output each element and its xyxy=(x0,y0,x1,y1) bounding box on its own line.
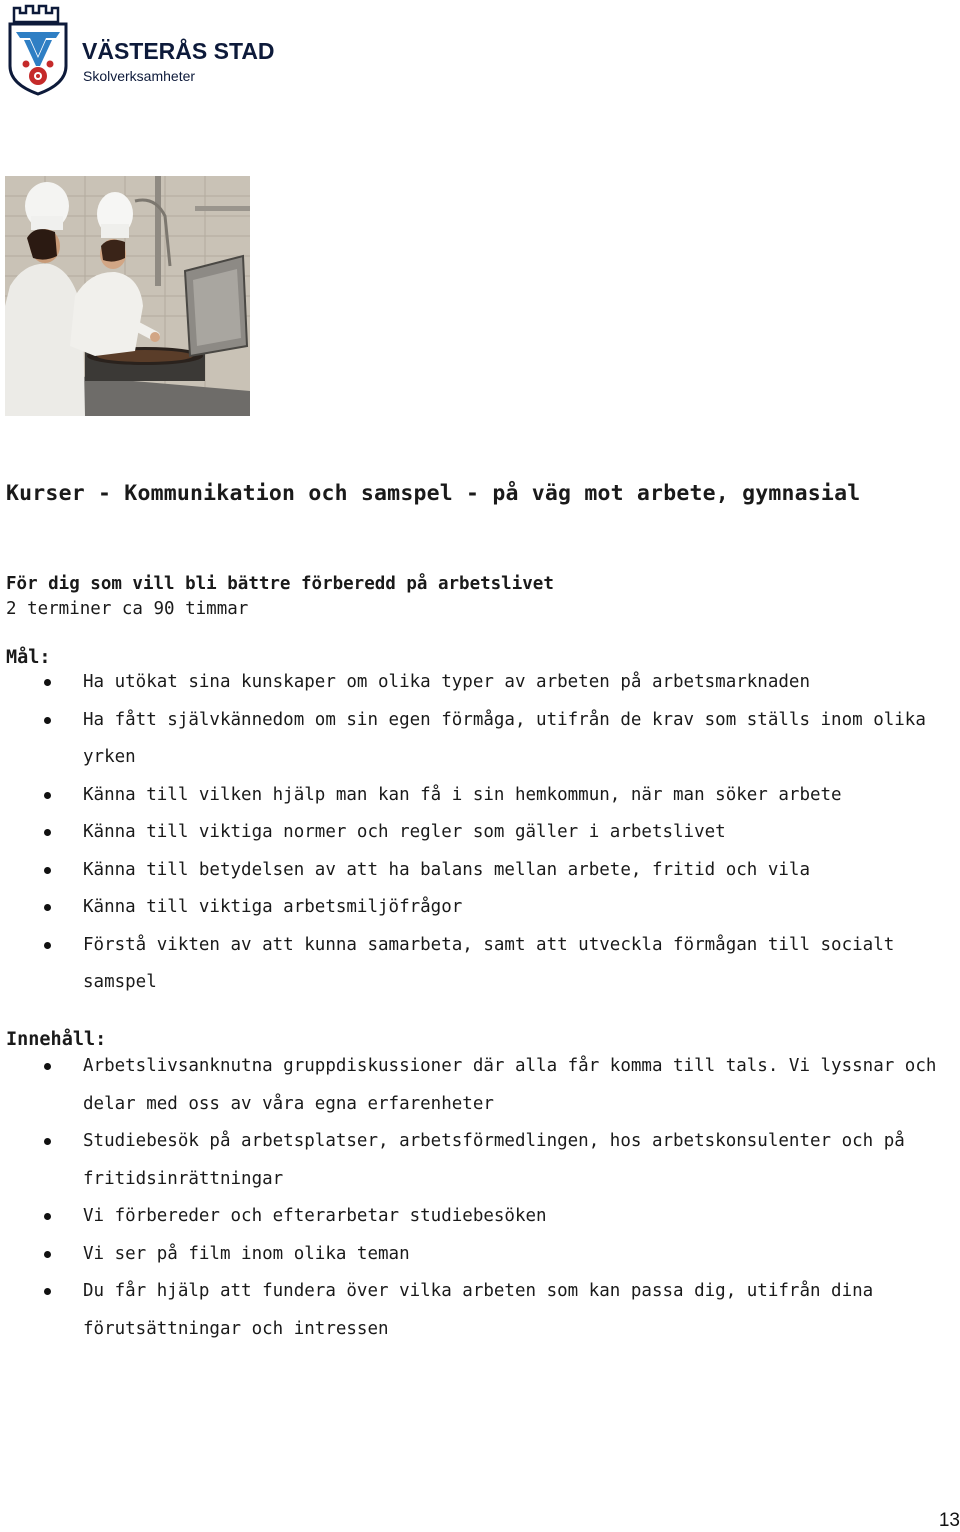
goals-list xyxy=(0,664,940,1002)
bullet-icon xyxy=(44,679,51,686)
list-item-text: Studiebesök på arbetsplatser, arbetsförmedlingen, hos arbetskonsulenter och på fritidsinrättningar xyxy=(83,1131,905,1189)
list-item-text: Känna till vilken hjälp man kan få i sin hemkommun, när man söker arbete xyxy=(83,784,842,805)
kitchen-photo-illustration xyxy=(5,176,250,416)
bullet-icon xyxy=(44,1288,51,1295)
list-item xyxy=(0,1236,943,1274)
list-item-text: Du får hjälp att fundera över vilka arbeten som kan passa dig, utifrån dina förutsättningar och intressen xyxy=(83,1281,874,1339)
list-item-text: Ha utökat sina kunskaper om olika typer av arbeten på arbetsmarknaden xyxy=(83,672,810,692)
bullet-icon xyxy=(44,717,51,724)
bullet-icon xyxy=(44,942,51,949)
city-crest-icon xyxy=(6,4,70,96)
list-item-text: Förstå vikten av att kunna samarbeta, samt att utveckla förmågan till socialt samspel xyxy=(83,934,895,992)
list-item xyxy=(0,852,943,890)
list-item-text: Vi ser på film inom olika teman xyxy=(83,1243,410,1264)
logo-name: VÄSTERÅS STAD xyxy=(82,38,275,64)
bullet-icon xyxy=(44,792,51,799)
page-title: Kurser - Kommunikation och samspel - på väg mot arbete, gymnasial xyxy=(6,481,861,506)
bullet-icon xyxy=(44,1138,51,1145)
list-item xyxy=(0,814,943,852)
list-item xyxy=(0,1123,943,1198)
bullet-icon xyxy=(44,904,51,911)
list-item-text: Ha fått självkännedom om sin egen förmåga, utifrån de krav som ställs inom olika yrken xyxy=(83,709,926,767)
list-item xyxy=(0,1048,943,1123)
list-item xyxy=(0,702,943,777)
list-item-text: Vi förbereder och efterarbetar studiebesöken xyxy=(83,1206,547,1226)
list-item-text: Känna till viktiga arbetsmiljöfrågor xyxy=(83,897,463,917)
vasteras-stad-logo xyxy=(6,4,275,96)
list-item-text: Känna till betydelsen av att ha balans mellan arbete, fritid och vila xyxy=(83,859,810,880)
contents-list xyxy=(0,1048,940,1348)
list-item xyxy=(0,1273,943,1348)
kitchen-photo xyxy=(5,176,250,416)
logo-subtitle: Skolverksamheter xyxy=(83,68,196,84)
list-item xyxy=(0,927,943,1002)
list-item-text: Känna till viktiga normer och regler som gäller i arbetslivet xyxy=(83,822,726,842)
list-item xyxy=(0,664,943,702)
list-item xyxy=(0,889,943,927)
course-duration: 2 terminer ca 90 timmar xyxy=(6,599,249,619)
page-number: 13 xyxy=(938,1510,960,1531)
bullet-icon xyxy=(44,1213,51,1220)
bullet-icon xyxy=(44,1063,51,1070)
bullet-icon xyxy=(44,867,51,874)
list-item xyxy=(0,1198,943,1236)
contents-heading: Innehåll: xyxy=(6,1029,107,1050)
list-item xyxy=(0,777,943,815)
course-subtitle: För dig som vill bli bättre förberedd på arbetslivet xyxy=(6,574,554,594)
list-item-text: Arbetslivsanknutna gruppdiskussioner där alla får komma till tals. Vi lyssnar och delar med oss av våra egna erfarenheter xyxy=(83,1056,937,1114)
bullet-icon xyxy=(44,1251,51,1258)
goals-heading: Mål: xyxy=(6,647,51,668)
bullet-icon xyxy=(44,829,51,836)
